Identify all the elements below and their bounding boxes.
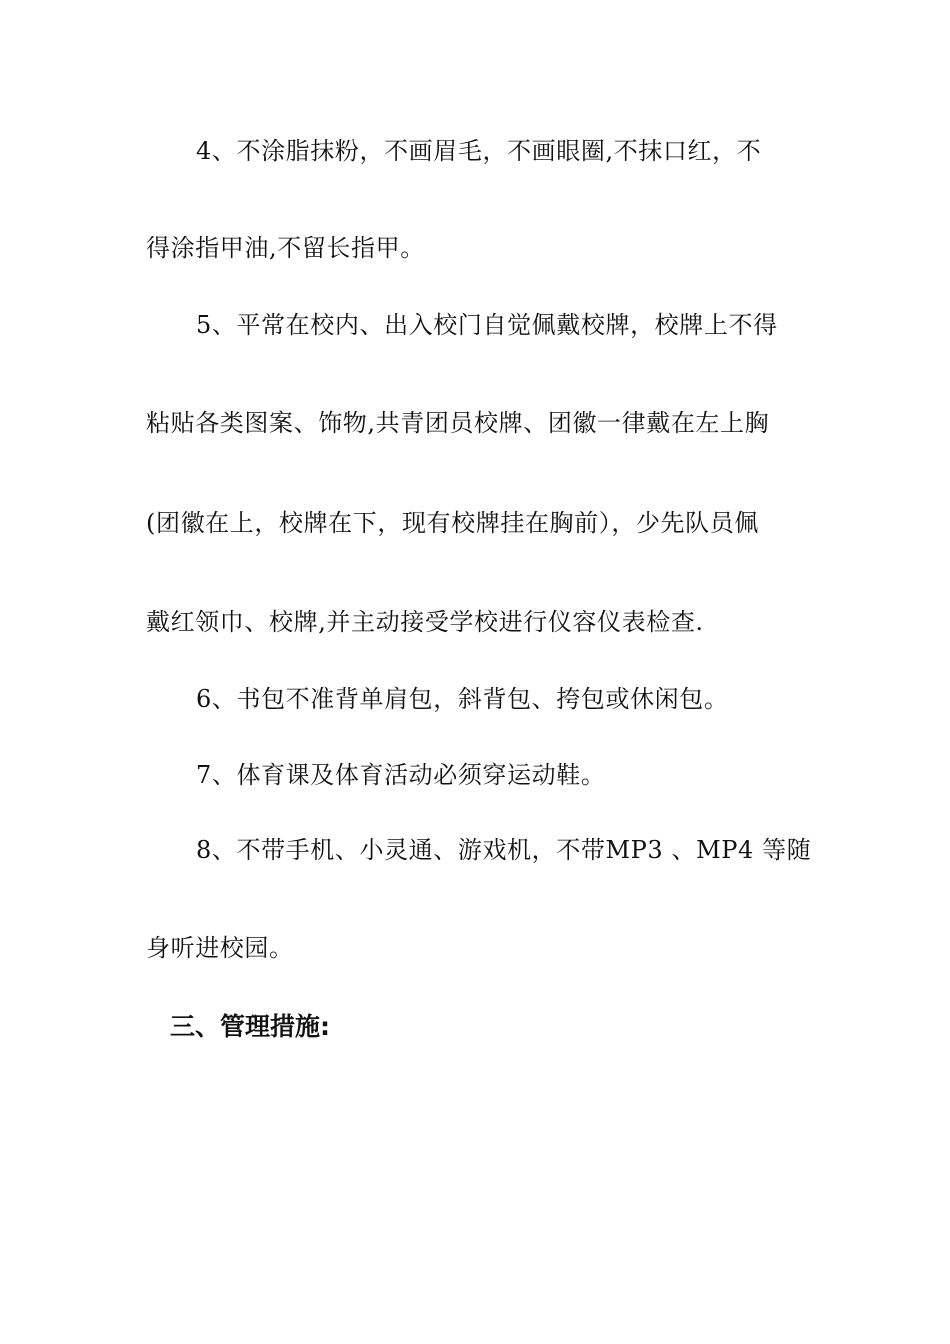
paragraph-line: 7、体育课及体育活动必须穿运动鞋。 (196, 761, 606, 789)
paragraph-line: 身听进校园。 (146, 934, 294, 962)
paragraph-line: 5、平常在校内、出入校门自觉佩戴校牌，校牌上不得 (196, 311, 778, 339)
paragraph-line: (团徽在上，校牌在下，现有校牌挂在胸前），少先队员佩 (146, 509, 759, 537)
paragraph-line: 6、书包不准背单肩包，斜背包、挎包或休闲包。 (196, 685, 729, 713)
section-heading: 三、管理措施: (170, 1012, 330, 1041)
paragraph-line: 粘贴各类图案、饰物,共青团员校牌、团徽一律戴在左上胸 (146, 409, 770, 437)
paragraph-line: 4、不涂脂抹粉，不画眉毛，不画眼圈,不抹口红，不 (196, 137, 762, 165)
paragraph-line: 戴红领巾、校牌,并主动接受学校进行仪容仪表检查. (146, 608, 704, 636)
paragraph-line: 得涂指甲油,不留长指甲。 (146, 234, 425, 262)
paragraph-line: 8、不带手机、小灵通、游戏机，不带MP3 、MP4 等随 (196, 836, 812, 864)
